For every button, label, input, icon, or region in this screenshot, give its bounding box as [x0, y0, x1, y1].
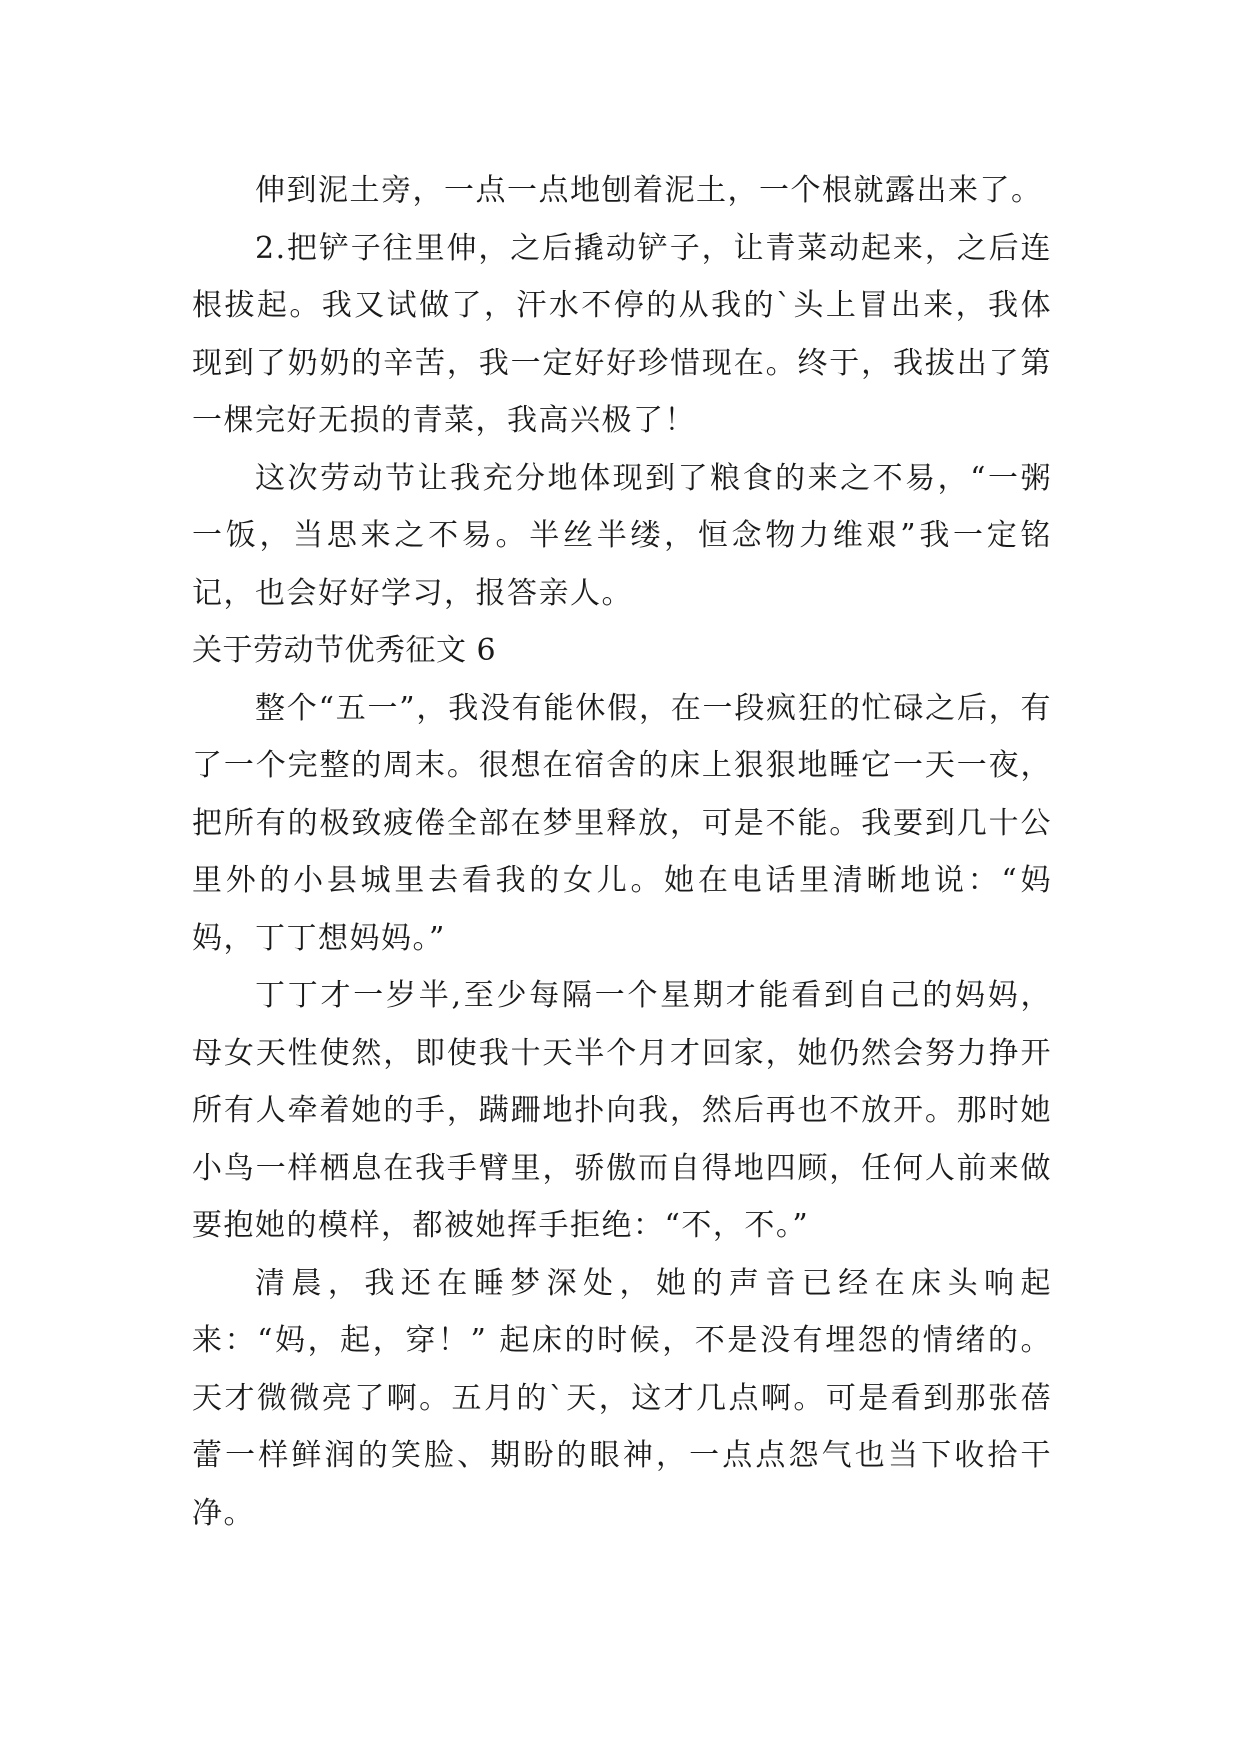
paragraph: 清晨，我还在睡梦深处，她的声音已经在床头响起来：“妈，起，穿！” 起床的时候，不是没有埋怨的情绪的。天才微微亮了啊。五月的`天，这才几点啊。可是看到那张蓓蕾一样鲜润的笑脸、期盼的眼神，一点点怨气也当下收拾干净。 [192, 1265, 1052, 1531]
document-body [192, 162, 1052, 1542]
paragraph: 这次劳动节让我充分地体现到了粮食的来之不易，“一粥一饭，当思来之不易。半丝半缕，恒念物力维艰”我一定铭记，也会好好学习，报答亲人。 [192, 460, 1052, 611]
paragraph: 2.把铲子往里伸，之后撬动铲子，让青菜动起来，之后连根拔起。我又试做了，汗水不停的从我的`头上冒出来，我体现到了奶奶的辛苦，我一定好好珍惜现在。终于，我拔出了第一棵完好无损的青菜，我高兴极了！ [192, 230, 1052, 438]
paragraph-continuation: 伸到泥土旁，一点一点地刨着泥土，一个根就露出来了。 [255, 173, 1043, 208]
section-heading: 关于劳动节优秀征文 6 [192, 633, 497, 668]
paragraph: 丁丁才一岁半,至少每隔一个星期才能看到自己的妈妈，母女天性使然，即使我十天半个月才回家，她仍然会努力挣开所有人牵着她的手，蹒跚地扑向我，然后再也不放开。那时她小鸟一样栖息在我手臂里，骄傲而自得地四顾，任何人前来做要抱她的模样，都被她挥手拒绝：“不，不。” [192, 978, 1052, 1243]
paragraph: 整个“五一”，我没有能休假，在一段疯狂的忙碌之后，有了一个完整的周末。很想在宿舍的床上狠狠地睡它一天一夜，把所有的极致疲倦全部在梦里释放，可是不能。我要到几十公里外的小县城里去看我的女儿。她在电话里清晰地说：“妈妈，丁丁想妈妈。” [192, 690, 1052, 956]
